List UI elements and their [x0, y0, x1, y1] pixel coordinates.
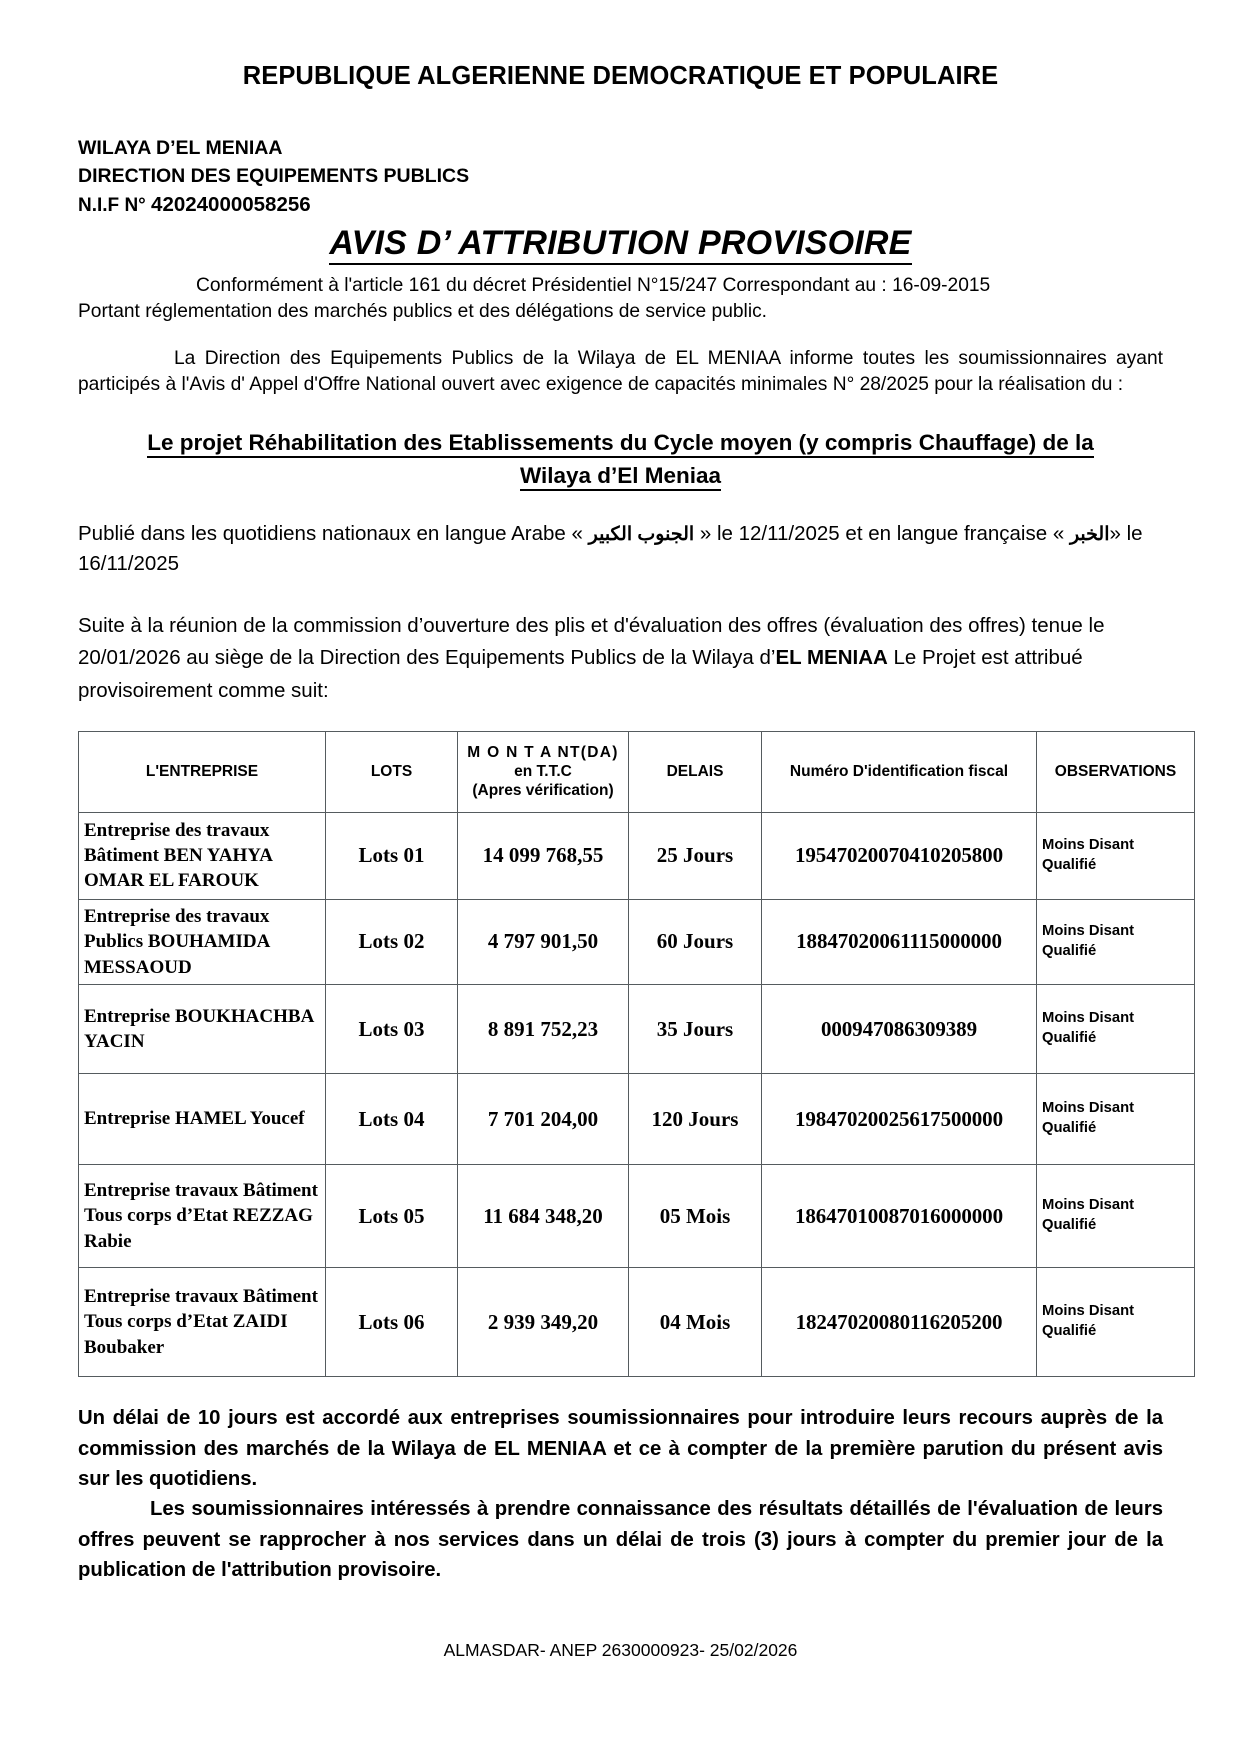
col-header-montant-line3: (Apres vérification) — [472, 782, 614, 800]
nif-label: N.I.F N° — [78, 195, 152, 217]
spacer-1 — [78, 324, 1163, 346]
cell-entreprise: Entreprise travaux Bâtiment Tous corps d’Etat ZAIDI Boubaker — [79, 1268, 326, 1377]
table-row — [79, 899, 1195, 984]
results-access-paragraph: Les soumissionnaires intéressés à prendre connaissance des résultats détaillés de l'évaluation de leurs offres peuvent se rapprocher à nos services dans un délai de trois (3) jours à compter du premier jour de la publication de l'attribution provisoire. — [78, 1498, 1163, 1582]
obs-line-2: Qualifié — [1042, 1120, 1097, 1137]
col-header-montant-line1: M O N T A NT(DA) — [467, 743, 619, 761]
publication-mid-1: » le — [694, 521, 739, 545]
table-row — [79, 812, 1195, 899]
cell-entreprise: Entreprise HAMEL Youcef — [79, 1074, 326, 1165]
cell-delai: 120 Jours — [629, 1074, 762, 1165]
nif-line — [78, 190, 1163, 220]
cell-entreprise: Entreprise des travaux Publics BOUHAMIDA MESSAOUD — [79, 899, 326, 984]
arabic-newspaper-2: الخبر — [1069, 523, 1110, 545]
obs-line-2: Qualifié — [1042, 942, 1097, 959]
awards-table — [78, 731, 1195, 1377]
table-row — [79, 985, 1195, 1074]
cell-montant: 2 939 349,20 — [458, 1268, 629, 1377]
cell-observations — [1037, 1074, 1195, 1165]
arabic-newspaper-1: الجنوب الكبير — [588, 523, 695, 545]
announcement-paragraph: La Direction des Equipements Publics de la Wilaya de EL MENIAA informe toutes les soumissionnaires ayant participés à l'Avis d' Appel d'Offre National ouvert avec exigence de capacités minimales N° 28/2025 pour la réalisation du : — [78, 348, 1163, 395]
project-title-line-1: Le projet Réhabilitation des Etablissements du Cycle moyen (y compris Chauffage) de la — [147, 430, 1093, 458]
cell-nif: 18847020061115000000 — [762, 899, 1037, 984]
cell-nif: 19547020070410205800 — [762, 812, 1037, 899]
publication-mid-2: et en langue française « — [839, 521, 1070, 545]
cell-lot: Lots 06 — [326, 1268, 458, 1377]
project-title-line-2: Wilaya d’El Meniaa — [520, 463, 721, 491]
cell-montant: 14 099 768,55 — [458, 812, 629, 899]
cell-delai: 25 Jours — [629, 812, 762, 899]
publication-date-arabic: 12/11/2025 — [738, 521, 840, 545]
direction-line: DIRECTION DES EQUIPEMENTS PUBLICS — [78, 164, 470, 187]
cell-observations — [1037, 985, 1195, 1074]
cell-montant: 7 701 204,00 — [458, 1074, 629, 1165]
publication-mid-3: » le — [1109, 521, 1143, 545]
publication-paragraph — [78, 519, 1163, 581]
project-title — [90, 427, 1151, 492]
cell-lot: Lots 05 — [326, 1165, 458, 1268]
page-title: REPUBLIQUE ALGERIENNE DEMOCRATIQUE ET POPULAIRE — [242, 62, 999, 90]
commission-wilaya: EL MENIAA — [775, 646, 888, 670]
obs-line-1: Moins Disant — [1042, 1100, 1135, 1117]
col-header-entreprise: L'ENTREPRISE — [79, 731, 326, 812]
cell-observations — [1037, 1268, 1195, 1377]
cell-nif: 18247020080116205200 — [762, 1268, 1037, 1377]
nif-value: 42024000058256 — [151, 193, 311, 217]
col-header-observations: OBSERVATIONS — [1037, 731, 1195, 812]
awards-table-head — [79, 731, 1195, 812]
obs-line-1: Moins Disant — [1042, 1303, 1135, 1320]
table-row — [79, 1074, 1195, 1165]
col-header-nif: Numéro D'identification fiscal — [762, 731, 1037, 812]
spacer-2 — [78, 397, 1163, 427]
obs-line-1: Moins Disant — [1042, 836, 1135, 853]
commission-text-1: Suite à la réunion de la commission d’ouverture des plis et d'évaluation des offres (évaluation des offres) tenue le — [78, 614, 1105, 638]
commission-text-3: Le Projet est attribué provisoirement comme suit: — [78, 646, 1083, 702]
publication-prefix: Publié dans les quotidiens nationaux en langue Arabe « — [78, 521, 589, 545]
cell-lot: Lots 02 — [326, 899, 458, 984]
cell-entreprise: Entreprise des travaux Bâtiment BEN YAHYA OMAR EL FAROUK — [79, 812, 326, 899]
col-header-lots: LOTS — [326, 731, 458, 812]
cell-delai: 35 Jours — [629, 985, 762, 1074]
issuing-authority-block — [78, 135, 1163, 220]
publication-date-french: 16/11/2025 — [78, 552, 180, 576]
wilaya-line: WILAYA D’EL MENIAA — [78, 137, 283, 159]
table-header-row — [79, 731, 1195, 812]
cell-lot: Lots 04 — [326, 1074, 458, 1165]
cell-observations — [1037, 1165, 1195, 1268]
obs-line-1: Moins Disant — [1042, 1197, 1135, 1214]
col-header-delais: DELAIS — [629, 731, 762, 812]
commission-meeting-date: 20/01/2026 — [78, 646, 181, 670]
conformity-line-2: Portant réglementation des marchés publics et des délégations de service public. — [78, 300, 768, 322]
footer-reference: ALMASDAR- ANEP 2630000923- 25/02/2026 — [443, 1640, 798, 1660]
obs-line-1: Moins Disant — [1042, 1010, 1135, 1027]
cell-delai: 04 Mois — [629, 1268, 762, 1377]
obs-line-2: Qualifié — [1042, 1323, 1097, 1340]
obs-line-2: Qualifié — [1042, 1217, 1097, 1234]
col-header-montant-line2: en T.T.C — [514, 763, 572, 781]
cell-observations — [1037, 899, 1195, 984]
commission-text-2: au siège de la Direction des Equipements Publics de la Wilaya d’ — [180, 646, 776, 670]
cell-montant: 11 684 348,20 — [458, 1165, 629, 1268]
col-header-montant — [458, 731, 629, 812]
cell-montant: 4 797 901,50 — [458, 899, 629, 984]
cell-montant: 8 891 752,23 — [458, 985, 629, 1074]
cell-entreprise: Entreprise travaux Bâtiment Tous corps d’Etat REZZAG Rabie — [79, 1165, 326, 1268]
cell-nif: 000947086309389 — [762, 985, 1037, 1074]
table-row — [79, 1268, 1195, 1377]
obs-line-2: Qualifié — [1042, 1030, 1097, 1047]
commission-paragraph — [78, 610, 1163, 707]
obs-line-2: Qualifié — [1042, 856, 1097, 873]
recourse-paragraph: Un délai de 10 jours est accordé aux entreprises soumissionnaires pour introduire leurs recours auprès de la commission des marchés de la Wilaya de EL MENIAA et ce à compter de la première parution du présent avis sur les quotidiens. — [78, 1407, 1163, 1490]
avis-heading — [78, 224, 1163, 263]
cell-nif: 19847020025617500000 — [762, 1074, 1037, 1165]
cell-nif: 18647010087016000000 — [762, 1165, 1037, 1268]
cell-lot: Lots 03 — [326, 985, 458, 1074]
cell-lot: Lots 01 — [326, 812, 458, 899]
cell-delai: 60 Jours — [629, 899, 762, 984]
obs-line-1: Moins Disant — [1042, 922, 1135, 939]
cell-entreprise: Entreprise BOUKHACHBA YACIN — [79, 985, 326, 1074]
cell-delai: 05 Mois — [629, 1165, 762, 1268]
cell-observations — [1037, 812, 1195, 899]
table-row — [79, 1165, 1195, 1268]
spacer-4 — [78, 580, 1163, 610]
avis-heading-text: AVIS D’ ATTRIBUTION PROVISOIRE — [329, 224, 911, 265]
awards-table-body — [79, 812, 1195, 1376]
conformity-line-1: Conformément à l'article 161 du décret Présidentiel N°15/247 Correspondant au : 16-09-2015 — [196, 275, 991, 297]
spacer-3 — [78, 493, 1163, 519]
